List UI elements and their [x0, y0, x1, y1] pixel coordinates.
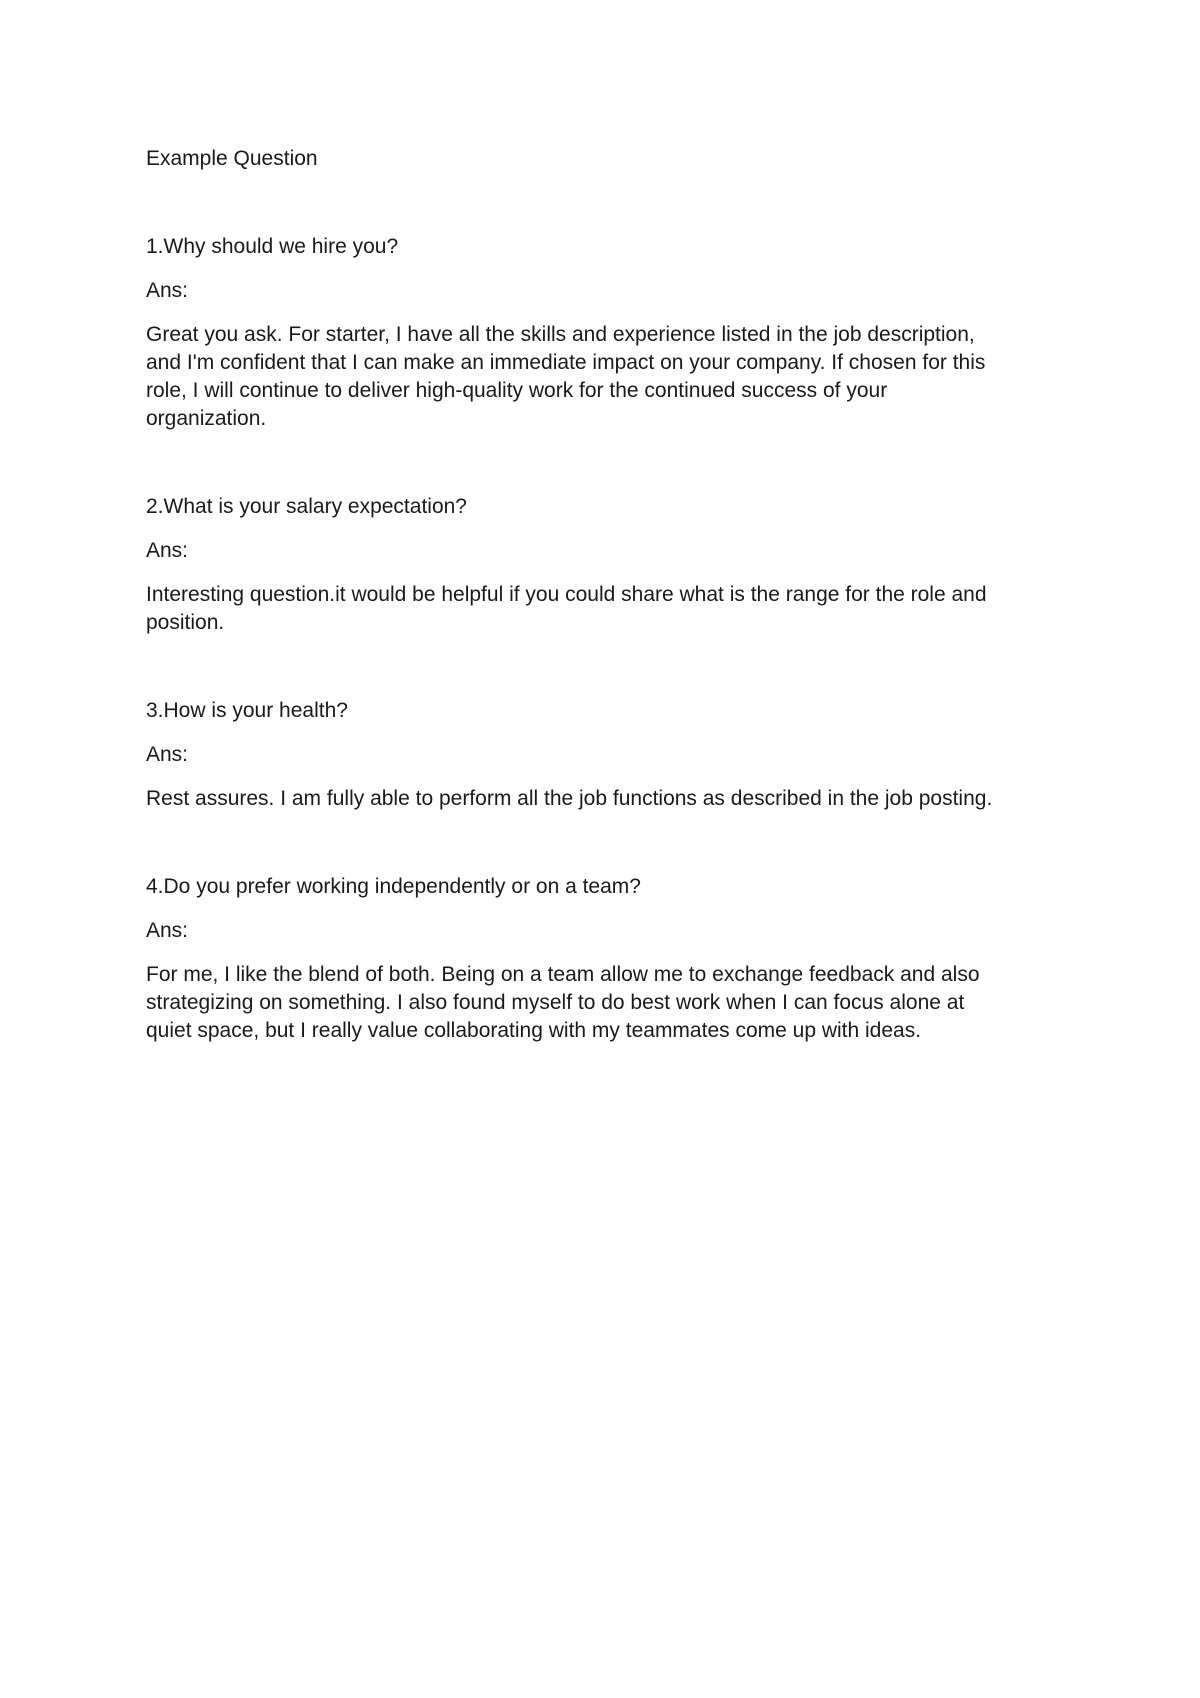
answer-text: For me, I like the blend of both. Being on a team allow me to exchange feedback and also strategizing on something. I also found myself to do best work when I can focus alone at quiet space, but I really value collaborating with my teammates come up with ideas.	[146, 963, 980, 1042]
question-text: 1.Why should we hire you?	[146, 235, 399, 258]
qa-item	[146, 233, 1046, 433]
question-text: 3.How is your health?	[146, 699, 348, 722]
answer-label: Ans:	[146, 743, 189, 766]
qa-item	[146, 697, 1046, 813]
question-text: 2.What is your salary expectation?	[146, 495, 467, 518]
answer-label: Ans:	[146, 279, 189, 302]
answer-label: Ans:	[146, 919, 189, 942]
document-title: Example Question	[146, 147, 318, 170]
qa-item	[146, 873, 1046, 1045]
answer-text: Rest assures. I am fully able to perform all the job functions as described in the job posting.	[146, 787, 993, 810]
answer-text: Interesting question.it would be helpful if you could share what is the range for the role and position.	[146, 583, 987, 634]
qa-item	[146, 493, 1046, 637]
question-text: 4.Do you prefer working independently or on a team?	[146, 875, 641, 898]
answer-text: Great you ask. For starter, I have all the skills and experience listed in the job description, and I'm confident that I can make an immediate impact on your company. If chosen for this role, I will continue to deliver high-quality work for the continued success of your organization.	[146, 323, 986, 430]
answer-label: Ans:	[146, 539, 189, 562]
